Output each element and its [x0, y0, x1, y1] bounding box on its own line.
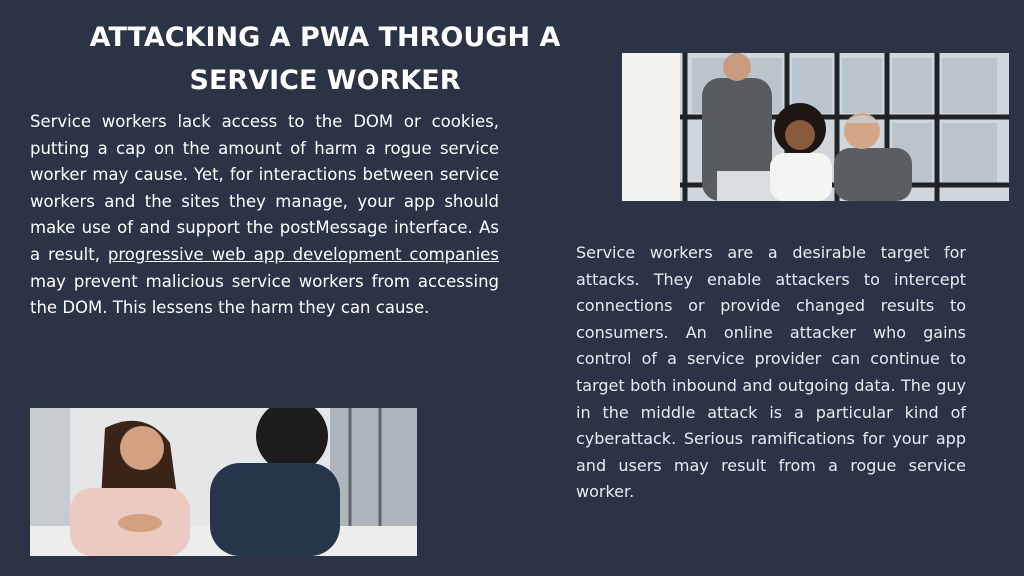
left-paragraph-text-start: Service workers lack access to the DOM or cookies, putting a cap on the amount of harm a rogue service worker may cause. Yet, for interactions between service workers and the sites they manage, your app should make use of and support the postMessage interface. As a result,	[30, 112, 499, 264]
page-title: ATTACKING A PWA THROUGH A SERVICE WORKER	[89, 22, 561, 96]
interview-photo	[30, 408, 417, 556]
right-paragraph: Service workers are a desirable target for attacks. They enable attackers to intercept connections or provide changed results to consumers. An online attacker who gains control of a service provider can continue to target both inbound and outgoing data. The guy in the middle attack is a particular kind of cyberattack. Serious ramifications for your app and users may result from a rogue service worker.	[576, 243, 966, 502]
interview-illustration	[30, 408, 417, 556]
office-team-photo	[622, 53, 1009, 201]
pwa-companies-link[interactable]: progressive web app development companies	[107, 244, 499, 264]
left-paragraph-text-end: may prevent malicious service workers from accessing the DOM. This lessens the harm they can cause.	[30, 271, 499, 318]
left-paragraph	[30, 109, 499, 322]
office-team-illustration	[622, 53, 1009, 201]
